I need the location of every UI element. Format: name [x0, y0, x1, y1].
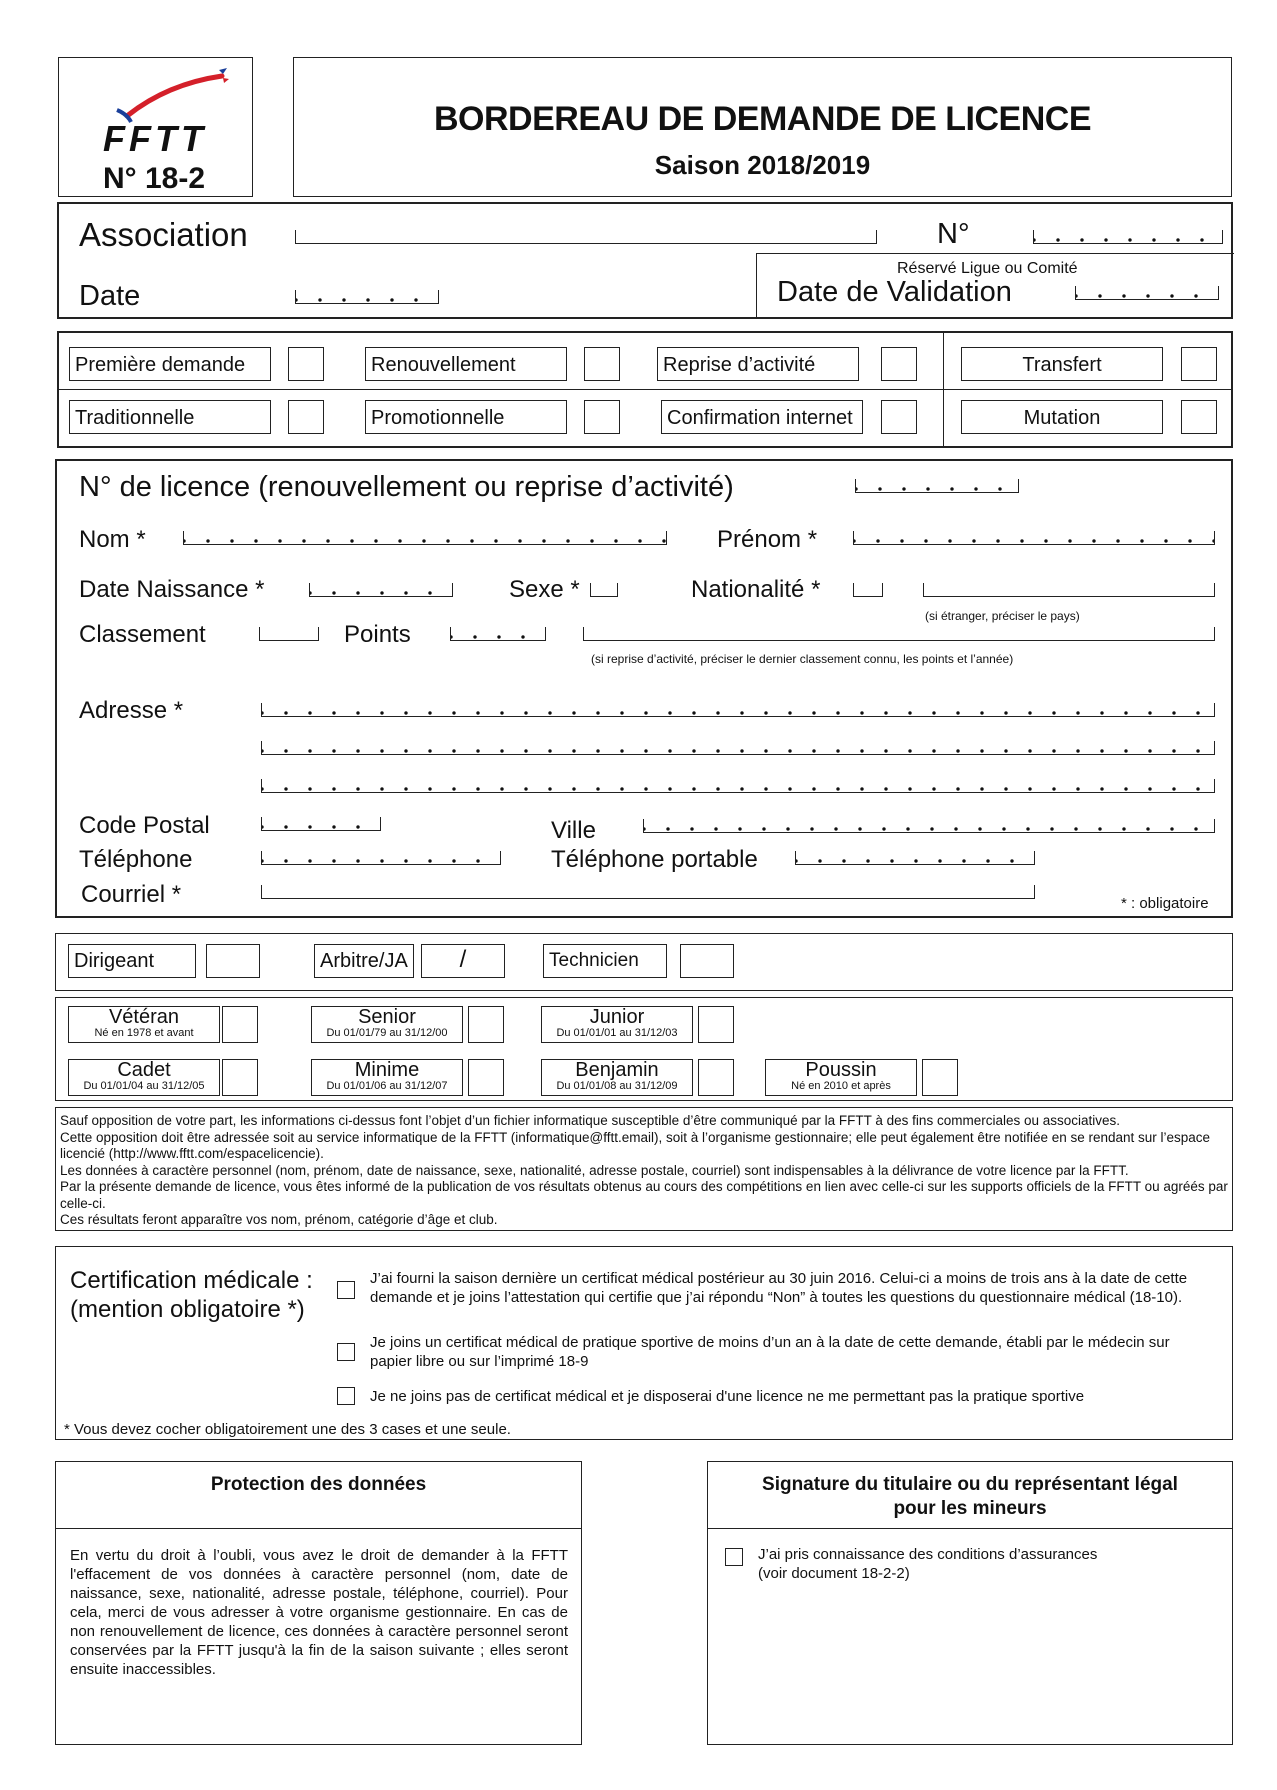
category-junior	[541, 1006, 693, 1043]
confirmation-internet-checkbox[interactable]	[881, 400, 917, 434]
confirmation-internet-label: Confirmation internet	[661, 400, 863, 434]
categories-section	[55, 997, 1233, 1101]
dirigeant-label: Dirigeant	[68, 944, 196, 978]
traditionnelle-label: Traditionnelle	[69, 400, 271, 434]
category-junior-checkbox[interactable]	[698, 1006, 734, 1043]
category-veteran	[68, 1006, 220, 1043]
medical-option-2-checkbox[interactable]	[337, 1343, 355, 1361]
signature-divider	[708, 1528, 1232, 1529]
arbitre-label: Arbitre/JA	[314, 944, 414, 978]
category-name: Minime	[354, 1059, 420, 1081]
data-protection-title: Protection des données	[210, 1474, 427, 1495]
date-naissance-label: Date Naissance *	[79, 576, 265, 603]
points-label: Points	[344, 621, 411, 648]
pays-field[interactable]	[923, 583, 1215, 597]
reprise-activite-label: Reprise d’activité	[657, 347, 859, 381]
reprise-activite-checkbox[interactable]	[881, 347, 917, 381]
category-range: Né en 1978 et avant	[94, 1027, 194, 1039]
premiere-demande-checkbox[interactable]	[288, 347, 324, 381]
logo-box	[58, 57, 253, 197]
medical-section	[55, 1246, 1233, 1440]
category-range: Du 01/01/01 au 31/12/03	[556, 1027, 678, 1039]
date-field[interactable]	[295, 290, 439, 304]
association-label: Association	[79, 216, 248, 253]
category-minime	[311, 1059, 463, 1096]
transfert-label: Transfert	[961, 347, 1163, 381]
sexe-label: Sexe *	[509, 576, 580, 603]
roles-section	[55, 933, 1233, 991]
nationalite-label: Nationalité *	[691, 576, 821, 603]
category-range: Du 01/01/79 au 31/12/00	[326, 1027, 448, 1039]
medical-option-1-text: J’ai fourni la saison dernière un certificat médical postérieur au 30 juin 2016. Celui-ci a moins de trois ans à la date de cette demande et je joins l’attestation qui certifie que j’ai répondu “Non” à toutes les questions du questionnaire médical (18-10).	[370, 1270, 1188, 1306]
courriel-field[interactable]	[261, 885, 1035, 899]
signature-title-line1: Signature du titulaire ou du représentant légal	[762, 1474, 1178, 1495]
data-protection-box	[55, 1461, 582, 1745]
identity-section	[55, 459, 1233, 918]
number-label: N°	[937, 218, 970, 250]
classement-label: Classement	[79, 621, 206, 648]
adresse-line-1[interactable]	[261, 703, 1215, 717]
telephone-field[interactable]	[261, 851, 501, 865]
privacy-notice	[55, 1107, 1233, 1231]
date-label: Date	[79, 280, 141, 312]
category-benjamin	[541, 1059, 693, 1096]
ville-label: Ville	[551, 817, 596, 844]
reprise-details-field[interactable]	[583, 627, 1215, 641]
medical-option-2-text: Je joins un certificat médical de pratique sportive de moins d’un an à la date de cette demande, établi par le médecin sur papier libre ou sur l’imprimé 18-9	[370, 1334, 1170, 1370]
points-field[interactable]	[450, 627, 546, 641]
validation-label: Date de Validation	[777, 276, 1012, 308]
obligatoire-note: * : obligatoire	[1121, 895, 1209, 912]
prenom-label: Prénom *	[717, 526, 818, 553]
assurance-checkbox[interactable]	[725, 1548, 743, 1566]
category-cadet-checkbox[interactable]	[222, 1059, 258, 1096]
form-number: N° 18-2	[103, 162, 206, 195]
assurance-text-line1: J’ai pris connaissance des conditions d’assurances	[758, 1546, 1098, 1563]
category-name: Vétéran	[108, 1006, 180, 1028]
arbitre-separator: /	[459, 946, 467, 973]
association-section	[57, 202, 1233, 319]
medical-footnote: * Vous devez cocher obligatoirement une des 3 cases et une seule.	[64, 1421, 511, 1438]
medical-option-3-text: Je ne joins pas de certificat médical et je disposerai d'une licence ne me permettant pas la pratique sportive	[370, 1388, 1085, 1405]
courriel-label: Courriel *	[81, 881, 182, 908]
page-title: BORDEREAU DE DEMANDE DE LICENCE	[434, 100, 1091, 138]
category-range: Du 01/01/06 au 31/12/07	[326, 1080, 448, 1092]
category-range: Du 01/01/04 au 31/12/05	[83, 1080, 205, 1092]
association-number-field[interactable]	[1033, 230, 1223, 244]
adresse-line-2[interactable]	[261, 741, 1215, 755]
category-name: Junior	[589, 1006, 645, 1028]
category-minime-checkbox[interactable]	[468, 1059, 504, 1096]
promotionnelle-checkbox[interactable]	[584, 400, 620, 434]
category-name: Senior	[358, 1006, 416, 1028]
prenom-field[interactable]	[853, 531, 1215, 545]
privacy-paragraph-5: Ces résultats feront apparaître vos nom, prénom, catégorie d’âge et club.	[60, 1212, 498, 1227]
technicien-label: Technicien	[543, 944, 667, 978]
nom-field[interactable]	[183, 531, 667, 545]
licence-number-label: N° de licence (renouvellement ou reprise d’activité)	[79, 471, 734, 503]
privacy-paragraph-2: Cette opposition doit être adressée soit au service informatique de la FFTT (informatique@fftt.email), soit à l’organisme gestionnaire; elle peut également être notifiée en se rendant sur l’espace licencié (http://www.fftt.com/espacelicencie).	[60, 1129, 1211, 1161]
category-range: Né en 2010 et après	[791, 1080, 891, 1092]
data-protection-text: En vertu du droit à l’oubli, vous avez le droit de demander à la FFTT l'effacement de vos données à caractère personnel (nom, date de naissance, sexe, nationalité, adresse postale, téléphone, courriel). Pour cela, merci de vous adresser à votre organisme gestionnaire. En cas de non renouvellement de licence, ces données à caractère personnel seront conservées par la FFTT jusqu'à la fin de la saison suivante ; elles seront ensuite inaccessibles.	[70, 1547, 568, 1678]
renouvellement-checkbox[interactable]	[584, 347, 620, 381]
medical-option-1-checkbox[interactable]	[337, 1281, 355, 1299]
code-postal-field[interactable]	[261, 817, 381, 831]
nationalite-field[interactable]	[853, 583, 883, 597]
category-senior	[311, 1006, 463, 1043]
validation-date-field[interactable]	[1075, 286, 1219, 300]
transfert-checkbox[interactable]	[1181, 347, 1217, 381]
telephone-label: Téléphone	[79, 846, 193, 873]
classement-field[interactable]	[259, 627, 319, 641]
assurance-text-line2: (voir document 18-2-2)	[758, 1565, 910, 1582]
season-label: Saison 2018/2019	[654, 150, 871, 180]
request-type-divider	[59, 389, 1231, 390]
category-cadet	[68, 1059, 220, 1096]
medical-label-line2: (mention obligatoire *)	[70, 1296, 305, 1323]
traditionnelle-checkbox[interactable]	[288, 400, 324, 434]
sexe-field[interactable]	[590, 583, 618, 597]
request-type-vertical-divider	[943, 333, 944, 446]
reserved-label: Réservé Ligue ou Comité	[897, 260, 1078, 277]
technicien-checkbox[interactable]	[680, 944, 734, 978]
etranger-note: (si étranger, préciser le pays)	[925, 609, 1080, 623]
reprise-note: (si reprise d’activité, préciser le dernier classement connu, les points et l’année)	[591, 652, 1014, 666]
signature-area[interactable]	[718, 1592, 1222, 1734]
premiere-demande-label: Première demande	[69, 347, 271, 381]
title-box	[293, 57, 1232, 197]
signature-title-line2: pour les mineurs	[893, 1498, 1047, 1519]
category-name: Cadet	[117, 1059, 171, 1081]
category-poussin-checkbox[interactable]	[922, 1059, 958, 1096]
renouvellement-label: Renouvellement	[365, 347, 567, 381]
adresse-line-3[interactable]	[261, 779, 1215, 793]
mutation-label: Mutation	[961, 400, 1163, 434]
privacy-paragraph-1: Sauf opposition de votre part, les informations ci-dessus font l’objet d’un fichier informatique susceptible d’être communiqué par la FFTT à des fins commerciales ou associatives.	[60, 1113, 1121, 1128]
logo-text: FFTT	[103, 118, 207, 159]
privacy-paragraph-3: Les données à caractère personnel (nom, prénom, date de naissance, sexe, nationalité, adresse postale, courriel) sont indispensables à la délivrance de votre licence par la FFTT.	[60, 1162, 1129, 1178]
signature-box	[707, 1461, 1233, 1745]
validation-box	[756, 253, 1234, 319]
mutation-checkbox[interactable]	[1181, 400, 1217, 434]
category-veteran-checkbox[interactable]	[222, 1006, 258, 1043]
medical-label-line1: Certification médicale :	[70, 1267, 313, 1294]
dirigeant-checkbox[interactable]	[206, 944, 260, 978]
category-benjamin-checkbox[interactable]	[698, 1059, 734, 1096]
ville-field[interactable]	[643, 819, 1215, 833]
code-postal-label: Code Postal	[79, 812, 210, 839]
arbitre-checkbox[interactable]	[421, 944, 505, 978]
privacy-paragraph-4: Par la présente demande de licence, vous êtes informé de la publication de vos résultats obtenus au cours des compétitions en lien avec celle-ci sur les supports officiels de la FFTT ou agréés par celle-ci.	[60, 1179, 1228, 1211]
category-senior-checkbox[interactable]	[468, 1006, 504, 1043]
data-protection-divider	[56, 1528, 581, 1529]
licence-number-field[interactable]	[855, 479, 1019, 493]
category-name: Benjamin	[575, 1059, 659, 1081]
category-poussin	[765, 1059, 917, 1096]
nom-label: Nom *	[79, 526, 146, 553]
association-field[interactable]	[295, 230, 877, 244]
promotionnelle-label: Promotionnelle	[365, 400, 567, 434]
request-type-section	[57, 331, 1233, 448]
medical-option-3-checkbox[interactable]	[337, 1387, 355, 1405]
category-name: Poussin	[805, 1059, 877, 1081]
telephone-portable-field[interactable]	[795, 851, 1035, 865]
date-naissance-field[interactable]	[309, 583, 453, 597]
adresse-label: Adresse *	[79, 697, 184, 724]
telephone-portable-label: Téléphone portable	[551, 846, 758, 873]
category-range: Du 01/01/08 au 31/12/09	[556, 1080, 678, 1092]
